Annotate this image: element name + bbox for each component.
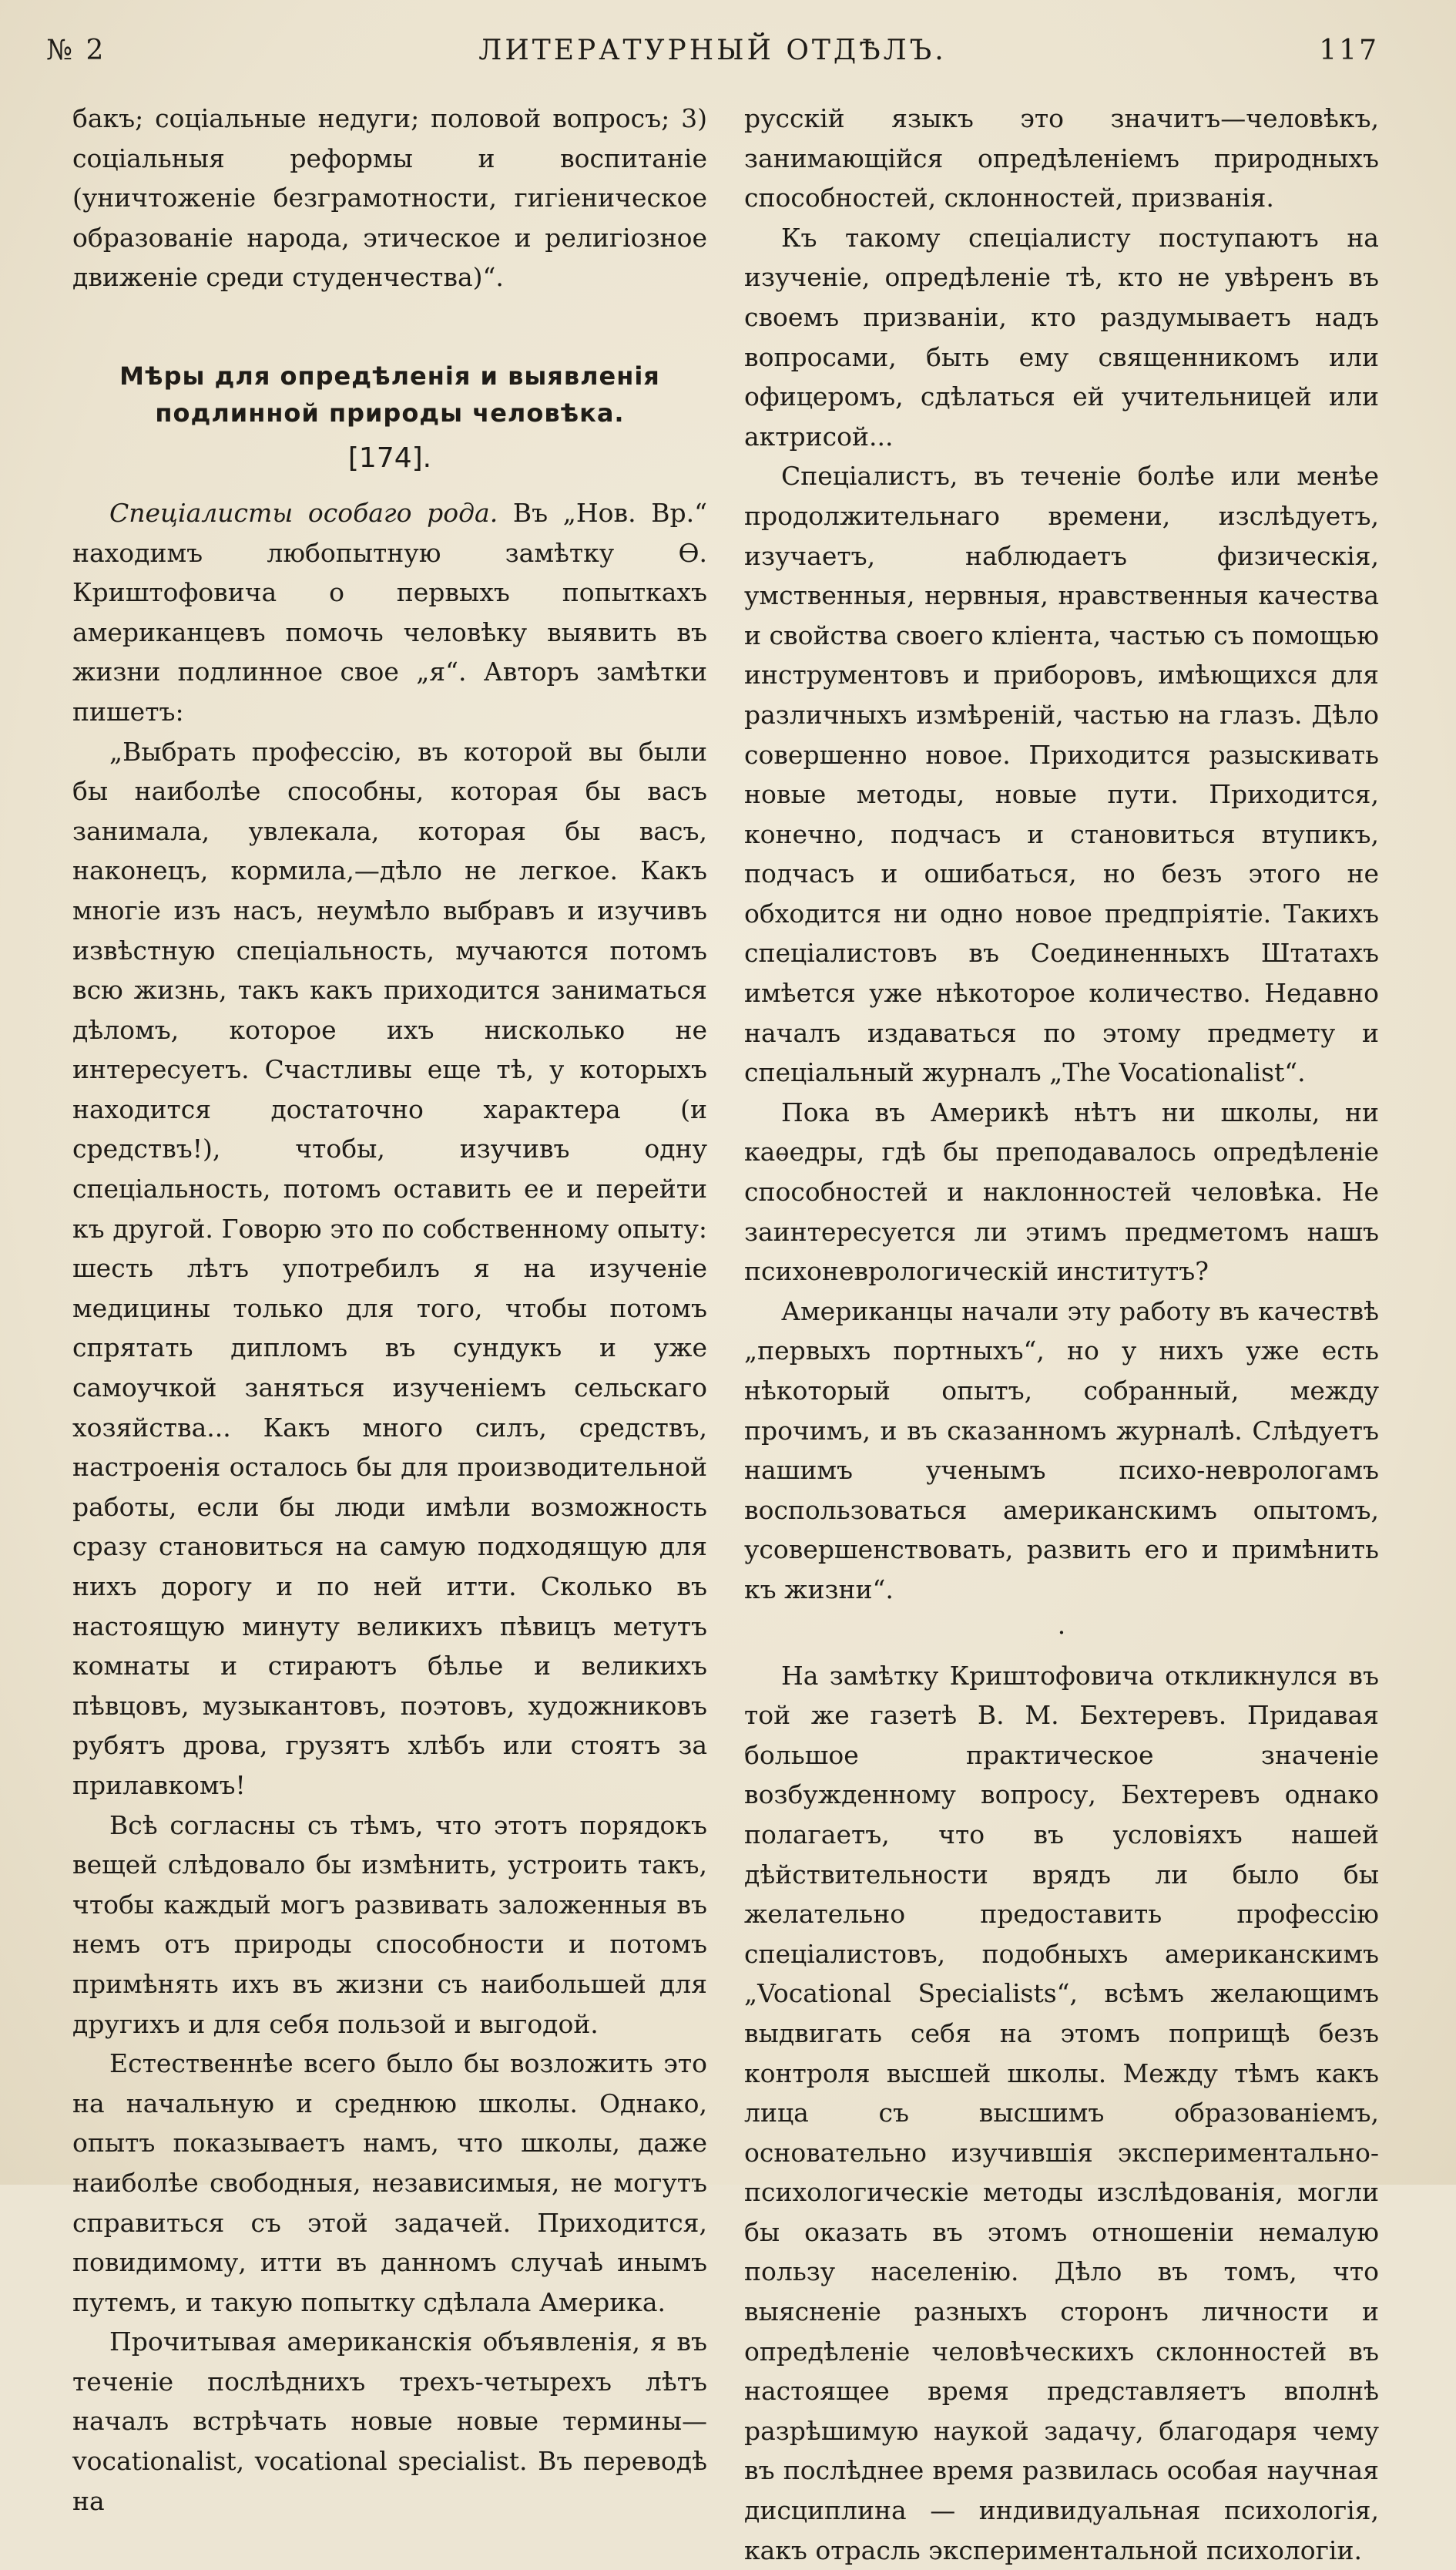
paragraph: „Выбрать профессію, въ которой вы были бы наиболѣе способны, которая бы васъ занимала, увлекала, которая бы васъ, наконецъ, кормила,—дѣло не легкое. Какъ многіе изъ насъ, неумѣло выбравъ и изучивъ извѣстную спеціальность, мучаются потомъ всю жизнь, такъ какъ приходится заниматься дѣломъ, которое ихъ нисколько не интересуетъ. Счастливы еще тѣ, у которыхъ находится достаточно характера (и средствъ!), чтобы, изучивъ одну спеціальность, потомъ оставить ее и перейти къ другой. Говорю это по собственному опыту: шесть лѣтъ употребилъ я на изученіе медицины только для того, чтобы потомъ спрятать дипломъ въ сундукъ и уже самоучкой заняться изученіемъ сельскаго хозяйства... Какъ много силъ, средствъ, настроенія осталось бы для производительной работы, если бы люди имѣли возможность сразу становиться на самую подходящую для нихъ дорогу и по ней итти. Сколько въ настоящую минуту великихъ пѣвицъ метутъ комнаты и стираютъ бѣлье и великихъ пѣвцовъ, музыкантовъ, поэтовъ, художниковъ рубятъ дрова, грузятъ хлѣбъ или стоятъ за прилавкомъ! <box>72 736 707 1800</box>
paragraph: Спеціалистъ, въ теченіе болѣе или менѣе продолжительнаго времени, изслѣдуетъ, изучаетъ, наблюдаетъ физическія, умственныя, нервныя, нравственныя качества и свойства своего кліента, частью съ помощью инструментовъ и приборовъ, имѣющихся для различныхъ измѣреній, частью на глазъ. Дѣло совершенно новое. Приходится разыскивать новые методы, новые пути. Приходится, конечно, подчасъ и становиться втупикъ, подчасъ и ошибаться, но безъ этого не обходится ни одно новое предпріятіе. Такихъ спеціалистовъ въ Соединенныхъ Штатахъ имѣется уже нѣкоторое количество. Недавно началъ издаваться по этому предмету и спеціальный журналъ „The Vocationalist“. <box>744 461 1379 1088</box>
section-heading: Мѣры для опредѣленія и выявленія подлинной природы человѣка. <box>119 361 660 428</box>
paragraph-text: Въ „Нов. Вр.“ находимъ любопытную замѣтку Ѳ. Криштофовича о первыхъ попыткахъ американцевъ помочь человѣку выявить въ жизни подлинное свое „я“. Авторъ замѣтки пишетъ: <box>72 497 707 727</box>
left-column <box>72 99 707 2521</box>
page-header <box>46 23 1379 77</box>
paragraph: Всѣ согласны съ тѣмъ, что этотъ порядокъ вещей слѣдовало бы измѣнить, устроить такъ, чтобы каждый могъ развивать заложенныя въ немъ отъ природы способности и потомъ примѣнять ихъ въ жизни съ наибольшей для другихъ и для себя пользой и выгодой. <box>72 1809 707 2039</box>
page-number: 117 <box>1319 34 1379 66</box>
paragraph: Пока въ Америкѣ нѣтъ ни школы, ни каѳедры, гдѣ бы преподавалось опредѣленіе способностей и наклонностей человѣка. Не заинтересуется ли этимъ предметомъ нашъ психоневрологическій институтъ? <box>744 1097 1379 1287</box>
section-number: [174]. <box>347 442 432 474</box>
issue-number: № 2 <box>46 34 106 66</box>
paragraph: Американцы начали эту работу въ качествѣ „первыхъ портныхъ“, но у нихъ уже есть нѣкоторый опытъ, собранный, между прочимъ, и въ сказанномъ журналѣ. Слѣдуетъ нашимъ ученымъ психо-неврологамъ воспользоваться американскимъ опытомъ, усовершенствовать, развить его и примѣнить къ жизни“. <box>744 1295 1379 1604</box>
paragraph-lead-italic: Спеціалисты особаго рода. <box>109 497 498 528</box>
paragraph: Къ такому спеціалисту поступаютъ на изученіе, опредѣленіе тѣ, кто не увѣренъ въ своемъ призваніи, кто раздумываетъ надъ вопросами, быть ему священникомъ или офицеромъ, сдѣлаться ей учительницей или актрисой... <box>744 222 1379 452</box>
paragraph <box>72 493 707 732</box>
intro-paragraph: бакъ; соціальные недуги; половой вопросъ; 3) соціальныя реформы и воспитаніе (уничтоженіе безграмотности, гигіеническое образованіе народа, этическое и религіозное движеніе среди студенчества)“. <box>72 103 707 293</box>
paragraph: Естественнѣе всего было бы возложить это на начальную и среднюю школы. Однако, опытъ показываетъ намъ, что школы, даже наиболѣе свободныя, независимыя, не могутъ справиться съ этой задачей. Приходится, повидимому, итти въ данномъ случаѣ инымъ путемъ, и такую попытку сдѣлала Америка. <box>72 2048 707 2317</box>
paragraph: русскій языкъ это значитъ—человѣкъ, занимающійся опредѣленіемъ природныхъ способностей, склонностей, призванія. <box>744 103 1379 213</box>
paragraph: На замѣтку Криштофовича откликнулся въ той же газетѣ В. М. Бехтеревъ. Придавая большое практическое значеніе возбужденному вопросу, Бехтеревъ однако полагаетъ, что въ условіяхъ нашей дѣйствительности врядъ ли было бы желательно предоставить профессію спеціалистовъ, подобныхъ американскимъ „Vocational Specialists“, всѣмъ желающимъ выдвигать себя на этомъ поприщѣ безъ контроля высшей школы. Между тѣмъ какъ лица съ высшимъ образованіемъ, основательно изучившія экспериментально-психологическіе методы изслѣдованія, могли бы оказать въ этомъ отношеніи немалую пользу населенію. Дѣло въ томъ, что выясненіе разныхъ сторонъ личности и опредѣленіе человѣческихъ склонностей въ настоящее время представляетъ вполнѣ разрѣшимую наукой задачу, благодаря чему въ послѣднее время развилась особая научная дисциплина — индивидуальная психологія, какъ отрасль экспериментальной психологіи. <box>744 1660 1379 2565</box>
right-column <box>744 99 1379 2570</box>
section-separator: · <box>1057 1617 1066 1648</box>
section-title: ЛИТЕРАТУРНЫЙ ОТДѢЛЪ. <box>478 34 947 66</box>
paragraph: Прочитывая американскія объявленія, я въ теченіе послѣднихъ трехъ-четырехъ лѣтъ началъ встрѣчать новые новые термины—vocationalist, vocational specialist. Въ переводѣ на <box>72 2326 707 2516</box>
